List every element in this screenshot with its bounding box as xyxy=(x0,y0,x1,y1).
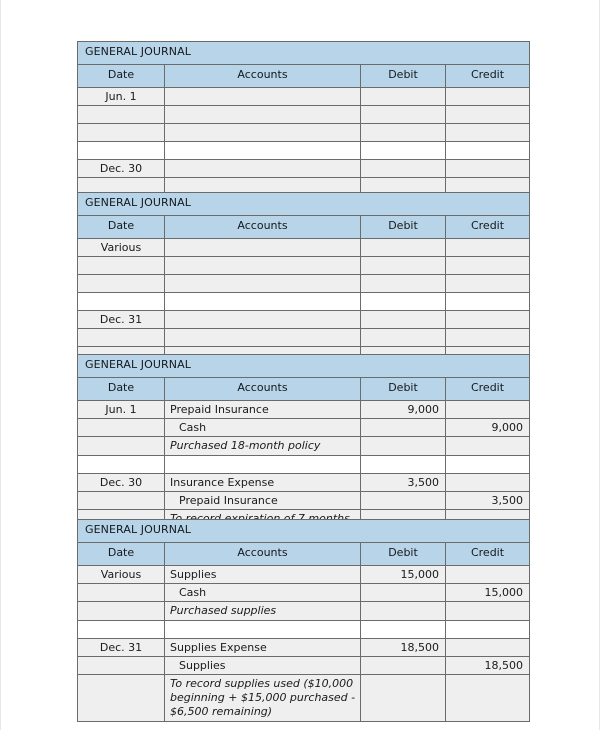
entry-account-cell[interactable]: Cash xyxy=(165,584,361,602)
journal-spacer-row xyxy=(78,456,530,474)
entry-account-cell[interactable]: Prepaid Insurance xyxy=(165,401,361,419)
entry-credit-cell[interactable] xyxy=(446,293,530,311)
journal-entry-row xyxy=(78,419,530,437)
entry-debit-cell[interactable]: 18,500 xyxy=(361,639,446,657)
journal-entry-row xyxy=(78,160,530,178)
entry-debit-cell[interactable] xyxy=(361,293,446,311)
entry-debit-cell[interactable] xyxy=(361,419,446,437)
entry-credit-cell[interactable] xyxy=(446,275,530,293)
journal-title-row xyxy=(78,42,530,65)
journal-entry-row xyxy=(78,239,530,257)
journal-entry-row xyxy=(78,566,530,584)
entry-account-cell[interactable]: Supplies Expense xyxy=(165,639,361,657)
entry-description-cell[interactable] xyxy=(165,275,361,293)
entry-debit-cell[interactable] xyxy=(361,492,446,510)
entry-debit-cell[interactable] xyxy=(361,456,446,474)
column-header-row xyxy=(78,216,530,239)
entry-date-cell[interactable] xyxy=(78,293,165,311)
journal-entry-row xyxy=(78,275,530,293)
entry-account-cell[interactable] xyxy=(165,257,361,275)
entry-description-cell[interactable]: To record supplies used ($10,000 beginning + $15,000 purchased - $6,500 remaining) xyxy=(165,675,361,722)
column-header-credit: Credit xyxy=(446,65,530,88)
entry-credit-cell[interactable]: 3,500 xyxy=(446,492,530,510)
journal-title-row xyxy=(78,520,530,543)
journal-title: GENERAL JOURNAL xyxy=(78,520,530,543)
entry-date-cell[interactable]: Various xyxy=(78,566,165,584)
entry-debit-cell[interactable] xyxy=(361,239,446,257)
entry-account-cell[interactable]: Cash xyxy=(165,419,361,437)
general-journal-table xyxy=(77,192,530,365)
journal-title-row xyxy=(78,355,530,378)
column-header-date: Date xyxy=(78,378,165,401)
entry-date-cell[interactable]: Various xyxy=(78,239,165,257)
column-header-credit: Credit xyxy=(446,216,530,239)
journal-entry-row xyxy=(78,602,530,621)
entry-date-cell[interactable] xyxy=(78,675,165,722)
entry-debit-cell[interactable] xyxy=(361,160,446,178)
journal-entry-row xyxy=(78,257,530,275)
entry-account-cell[interactable]: Insurance Expense xyxy=(165,474,361,492)
entry-credit-cell[interactable] xyxy=(446,437,530,456)
entry-credit-cell[interactable] xyxy=(446,160,530,178)
entry-date-cell[interactable] xyxy=(78,124,165,142)
column-header-debit: Debit xyxy=(361,543,446,566)
journal-entry-row xyxy=(78,88,530,106)
entry-credit-cell[interactable]: 18,500 xyxy=(446,657,530,675)
entry-date-cell[interactable]: Jun. 1 xyxy=(78,401,165,419)
column-header-accounts: Accounts xyxy=(165,378,361,401)
entry-credit-cell[interactable] xyxy=(446,311,530,329)
journal-spacer-row xyxy=(78,621,530,639)
entry-account-cell[interactable] xyxy=(165,160,361,178)
entry-account-cell[interactable] xyxy=(165,329,361,347)
entry-credit-cell[interactable] xyxy=(446,675,530,722)
entry-credit-cell[interactable] xyxy=(446,329,530,347)
entry-account-cell[interactable]: Supplies xyxy=(165,566,361,584)
column-header-debit: Debit xyxy=(361,65,446,88)
entry-date-cell[interactable] xyxy=(78,257,165,275)
general-journal-table xyxy=(77,354,530,543)
entry-account-cell[interactable]: Supplies xyxy=(165,657,361,675)
entry-debit-cell[interactable] xyxy=(361,329,446,347)
column-header-credit: Credit xyxy=(446,543,530,566)
entry-date-cell[interactable] xyxy=(78,584,165,602)
entry-debit-cell[interactable]: 9,000 xyxy=(361,401,446,419)
entry-date-cell[interactable] xyxy=(78,437,165,456)
entry-date-cell[interactable] xyxy=(78,492,165,510)
column-header-row xyxy=(78,378,530,401)
general-journal-table xyxy=(77,41,530,214)
entry-date-cell[interactable] xyxy=(78,621,165,639)
journal-entry-row xyxy=(78,401,530,419)
journal-entry-row xyxy=(78,106,530,124)
entry-date-cell[interactable] xyxy=(78,329,165,347)
journal-entry-row xyxy=(78,474,530,492)
journal-entry-row xyxy=(78,584,530,602)
entry-credit-cell[interactable] xyxy=(446,474,530,492)
entry-account-cell[interactable] xyxy=(165,106,361,124)
entry-description-cell[interactable]: Purchased 18-month policy xyxy=(165,437,361,456)
entry-date-cell[interactable]: Dec. 31 xyxy=(78,639,165,657)
entry-credit-cell[interactable] xyxy=(446,124,530,142)
entry-credit-cell[interactable] xyxy=(446,456,530,474)
entry-credit-cell[interactable] xyxy=(446,621,530,639)
entry-account-cell[interactable] xyxy=(165,293,361,311)
entry-debit-cell[interactable] xyxy=(361,275,446,293)
journal-spacer-row xyxy=(78,142,530,160)
column-header-date: Date xyxy=(78,543,165,566)
entry-debit-cell[interactable] xyxy=(361,657,446,675)
entry-debit-cell[interactable] xyxy=(361,142,446,160)
entry-date-cell[interactable] xyxy=(78,657,165,675)
entry-debit-cell[interactable] xyxy=(361,257,446,275)
entry-credit-cell[interactable]: 9,000 xyxy=(446,419,530,437)
entry-date-cell[interactable] xyxy=(78,602,165,621)
entry-account-cell[interactable] xyxy=(165,239,361,257)
entry-credit-cell[interactable] xyxy=(446,88,530,106)
entry-debit-cell[interactable] xyxy=(361,106,446,124)
entry-debit-cell[interactable] xyxy=(361,311,446,329)
entry-credit-cell[interactable] xyxy=(446,602,530,621)
journal-entry-row xyxy=(78,657,530,675)
journal-title: GENERAL JOURNAL xyxy=(78,355,530,378)
entry-date-cell[interactable]: Jun. 1 xyxy=(78,88,165,106)
entry-credit-cell[interactable] xyxy=(446,142,530,160)
entry-credit-cell[interactable] xyxy=(446,239,530,257)
entry-credit-cell[interactable]: 15,000 xyxy=(446,584,530,602)
journal-entry-row xyxy=(78,329,530,347)
entry-description-cell[interactable]: Purchased supplies xyxy=(165,602,361,621)
entry-debit-cell[interactable] xyxy=(361,437,446,456)
column-header-date: Date xyxy=(78,216,165,239)
entry-date-cell[interactable]: Dec. 30 xyxy=(78,160,165,178)
entry-credit-cell[interactable] xyxy=(446,401,530,419)
entry-debit-cell[interactable] xyxy=(361,584,446,602)
column-header-accounts: Accounts xyxy=(165,543,361,566)
journal-entry-row xyxy=(78,311,530,329)
entry-date-cell[interactable] xyxy=(78,456,165,474)
entry-date-cell[interactable]: Dec. 30 xyxy=(78,474,165,492)
entry-date-cell[interactable]: Dec. 31 xyxy=(78,311,165,329)
entry-account-cell[interactable] xyxy=(165,621,361,639)
general-journal-table xyxy=(77,519,530,722)
entry-date-cell[interactable] xyxy=(78,275,165,293)
journal-entry-row xyxy=(78,675,530,722)
entry-date-cell[interactable] xyxy=(78,106,165,124)
entry-credit-cell[interactable] xyxy=(446,566,530,584)
column-header-credit: Credit xyxy=(446,378,530,401)
entry-debit-cell[interactable]: 15,000 xyxy=(361,566,446,584)
entry-description-cell[interactable] xyxy=(165,124,361,142)
journal-entry-row xyxy=(78,639,530,657)
column-header-debit: Debit xyxy=(361,378,446,401)
journal-entry-row xyxy=(78,492,530,510)
entry-account-cell[interactable] xyxy=(165,456,361,474)
column-header-accounts: Accounts xyxy=(165,216,361,239)
entry-debit-cell[interactable] xyxy=(361,621,446,639)
journal-spacer-row xyxy=(78,293,530,311)
entry-account-cell[interactable]: Prepaid Insurance xyxy=(165,492,361,510)
entry-account-cell[interactable] xyxy=(165,88,361,106)
column-header-row xyxy=(78,543,530,566)
entry-debit-cell[interactable] xyxy=(361,602,446,621)
entry-credit-cell[interactable] xyxy=(446,106,530,124)
entry-debit-cell[interactable] xyxy=(361,88,446,106)
entry-debit-cell[interactable]: 3,500 xyxy=(361,474,446,492)
journal-entry-row xyxy=(78,437,530,456)
entry-debit-cell[interactable] xyxy=(361,675,446,722)
entry-account-cell[interactable] xyxy=(165,311,361,329)
column-header-debit: Debit xyxy=(361,216,446,239)
journal-entry-row xyxy=(78,124,530,142)
entry-date-cell[interactable] xyxy=(78,142,165,160)
entry-credit-cell[interactable] xyxy=(446,257,530,275)
column-header-row xyxy=(78,65,530,88)
column-header-date: Date xyxy=(78,65,165,88)
column-header-accounts: Accounts xyxy=(165,65,361,88)
journal-title-row xyxy=(78,193,530,216)
entry-credit-cell[interactable] xyxy=(446,639,530,657)
journal-title: GENERAL JOURNAL xyxy=(78,42,530,65)
entry-account-cell[interactable] xyxy=(165,142,361,160)
journal-title: GENERAL JOURNAL xyxy=(78,193,530,216)
entry-date-cell[interactable] xyxy=(78,419,165,437)
entry-debit-cell[interactable] xyxy=(361,124,446,142)
